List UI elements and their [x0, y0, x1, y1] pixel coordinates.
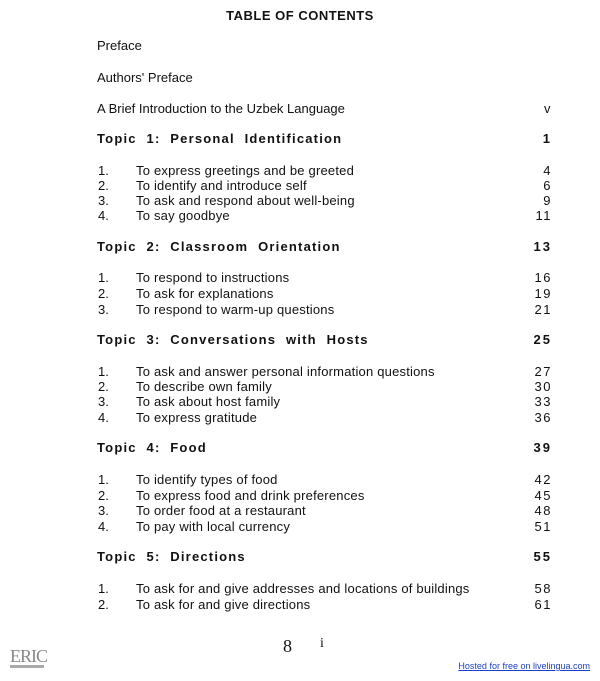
- item-number: 1.: [98, 472, 109, 487]
- item-text: To ask and respond about well-being: [136, 193, 355, 208]
- item-page: 19: [534, 286, 552, 301]
- item-page: 9: [543, 193, 552, 208]
- item-number: 2.: [98, 597, 109, 612]
- item-text: To say goodbye: [136, 208, 230, 223]
- topic-heading: Topic 5: Directions: [97, 549, 246, 564]
- item-page: 42: [534, 472, 552, 487]
- eric-logo-text: ERIC: [10, 646, 48, 666]
- item-text: To respond to instructions: [136, 270, 290, 285]
- topic-page: 55: [533, 549, 552, 564]
- item-text: To ask for and give directions: [136, 597, 311, 612]
- front-matter-introduction: A Brief Introduction to the Uzbek Language: [97, 101, 345, 116]
- item-number: 1.: [98, 163, 109, 178]
- item-page: 61: [534, 597, 552, 612]
- item-number: 2.: [98, 286, 109, 301]
- topic-page: 39: [533, 440, 552, 455]
- topic-page: 13: [533, 239, 552, 254]
- item-page: 6: [543, 178, 552, 193]
- item-page: 58: [534, 581, 552, 596]
- item-number: 3.: [98, 193, 109, 208]
- item-text: To ask about host family: [136, 394, 281, 409]
- front-matter-preface: Preface: [97, 38, 142, 53]
- item-page: 16: [534, 270, 552, 285]
- item-text: To ask for explanations: [136, 286, 274, 301]
- item-page: 48: [534, 503, 552, 518]
- item-page: 27: [534, 364, 552, 379]
- item-text: To express food and drink preferences: [136, 488, 365, 503]
- item-page: 30: [534, 379, 552, 394]
- page-title: TABLE OF CONTENTS: [226, 8, 374, 23]
- topic-heading: Topic 1: Personal Identification: [97, 131, 343, 146]
- item-text: To express gratitude: [136, 410, 258, 425]
- item-text: To pay with local currency: [136, 519, 291, 534]
- item-text: To identify and introduce self: [136, 178, 307, 193]
- front-matter-introduction-page: v: [544, 101, 552, 116]
- topic-heading: Topic 3: Conversations with Hosts: [97, 332, 369, 347]
- hosted-link[interactable]: Hosted for free on livelingua.com: [458, 661, 590, 671]
- item-number: 3.: [98, 302, 109, 317]
- footer-roman-numeral: i: [320, 636, 324, 651]
- item-number: 1.: [98, 270, 109, 285]
- item-number: 2.: [98, 488, 109, 503]
- front-matter-authors-preface: Authors' Preface: [97, 70, 193, 85]
- item-text: To order food at a restaurant: [136, 503, 306, 518]
- item-text: To ask for and give addresses and locations of buildings: [136, 581, 470, 596]
- item-number: 1.: [98, 581, 109, 596]
- item-text: To describe own family: [136, 379, 272, 394]
- item-number: 1.: [98, 364, 109, 379]
- item-page: 21: [534, 302, 552, 317]
- footer-page-number: 8: [283, 636, 292, 656]
- item-text: To ask and answer personal information questions: [136, 364, 435, 379]
- item-page: 45: [534, 488, 552, 503]
- item-number: 2.: [98, 178, 109, 193]
- item-number: 3.: [98, 394, 109, 409]
- item-page: 51: [534, 519, 552, 534]
- item-number: 2.: [98, 379, 109, 394]
- item-page: 33: [534, 394, 552, 409]
- topic-page: 25: [533, 332, 552, 347]
- item-page: 4: [543, 163, 552, 178]
- topic-heading: Topic 4: Food: [97, 440, 207, 455]
- item-text: To express greetings and be greeted: [136, 163, 355, 178]
- item-page: 11: [535, 208, 552, 223]
- item-number: 4.: [98, 519, 109, 534]
- eric-logo: [10, 646, 50, 676]
- item-page: 36: [534, 410, 552, 425]
- item-number: 4.: [98, 410, 109, 425]
- item-number: 3.: [98, 503, 109, 518]
- item-text: To identify types of food: [136, 472, 278, 487]
- topic-heading: Topic 2: Classroom Orientation: [97, 239, 341, 254]
- item-number: 4.: [98, 208, 109, 223]
- topic-page: 1: [542, 131, 552, 146]
- item-text: To respond to warm-up questions: [136, 302, 335, 317]
